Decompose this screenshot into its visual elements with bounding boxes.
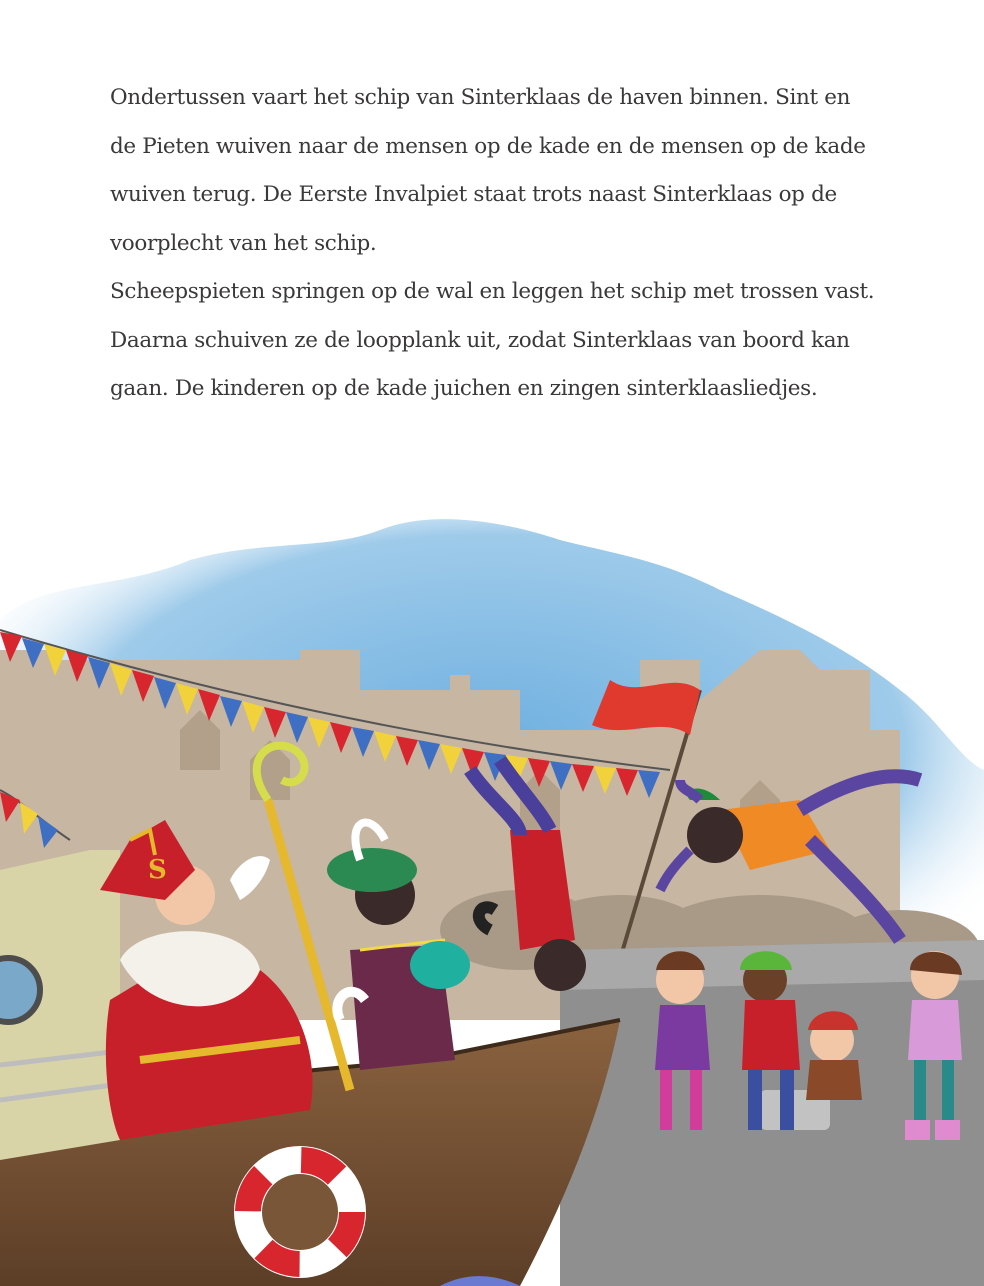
red-flag: [592, 680, 700, 735]
illustration-canvas: [0, 500, 984, 1286]
piet-hat: [327, 848, 417, 892]
gift-sack: [410, 941, 470, 989]
story-text: [110, 74, 890, 414]
story-line: voorplecht van het schip.: [110, 230, 377, 256]
story-line: Ondertussen vaart het schip van Sinterklaas de haven binnen. Sint en: [110, 85, 851, 110]
story-line: Daarna schuiven ze de loopplank uit, zodat Sinterklaas van boord kan: [110, 327, 850, 353]
porthole: [0, 958, 40, 1022]
story-line: gaan. De kinderen op de kade juichen en zingen sinterklaasliedjes.: [110, 376, 818, 401]
mitre-letter: S: [148, 855, 167, 885]
story-line: wuiven terug. De Eerste Invalpiet staat trots naast Sinterklaas op de: [110, 182, 837, 207]
story-line: Scheepspieten springen op de wal en leggen het schip met trossen vast.: [110, 279, 875, 304]
life-buoy: [234, 1146, 366, 1278]
harbor-illustration: [0, 500, 984, 1286]
story-line: de Pieten wuiven naar de mensen op de kade en de mensen op de kade: [110, 133, 866, 159]
